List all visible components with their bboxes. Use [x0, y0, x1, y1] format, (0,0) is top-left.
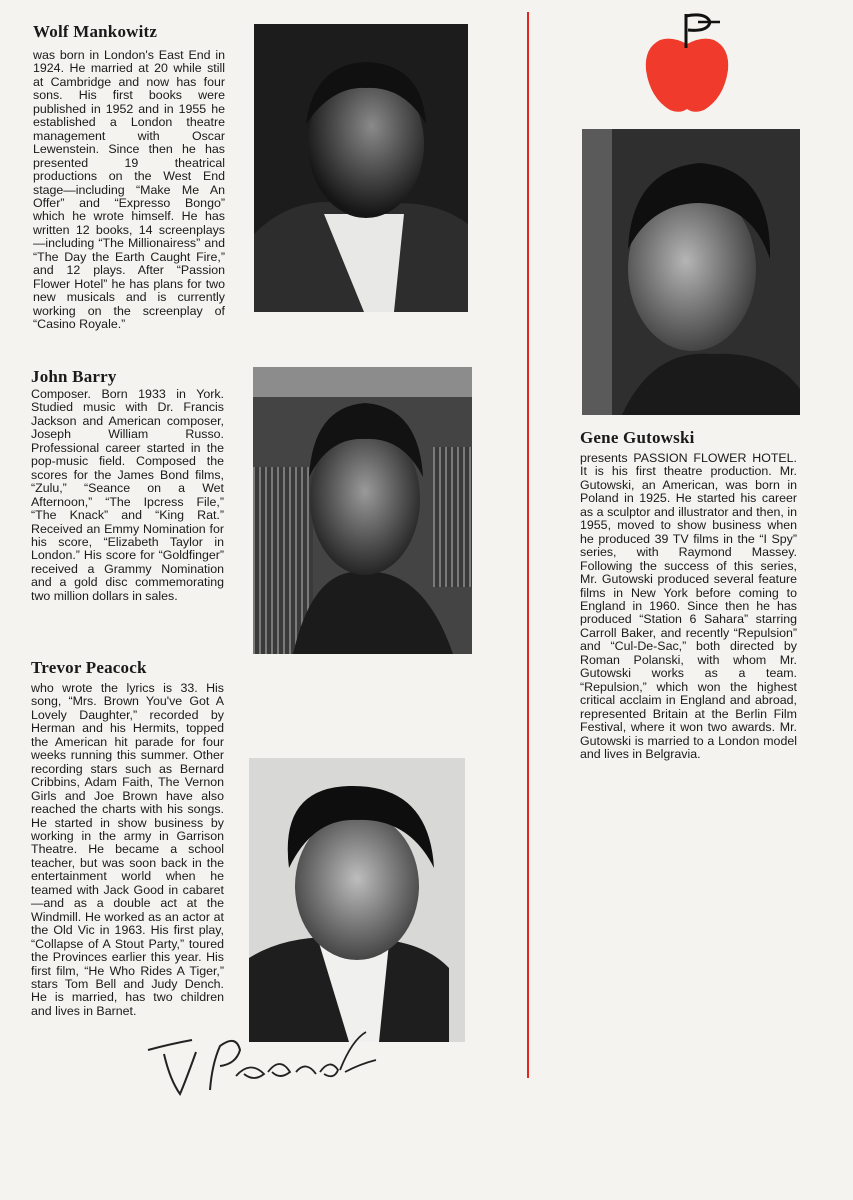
profile-bio-barry: Composer. Born 1933 in York. Studied music with Dr. Francis Jackson and American composer, Joseph William Russo. Professional career started in the pop-music field. Composed the scores for the James Bond films, “Zulu,” “Seance on a Wet Afternoon,” “The Ipcress File,” “The Knack” and “King Rat.” Received an Emmy Nomination for his score, “Elizabeth Taylor in London.” His score for “Goldfinger” received a Grammy Nomination and a gold disc commemorating two million dollars in sales.	[31, 387, 224, 603]
portrait-photo-mankowitz	[254, 24, 468, 312]
profile-bio-gutowski: presents PASSION FLOWER HOTEL. It is his first theatre production. Mr. Gutowski, an American, was born in Poland in 1925. He started his career as a sculptor and illustrator and then, in 1955, moved to show business when he produced 39 TV films in the “I Spy” series, with Raymond Massey. Following the success of this series, Mr. Gutowski produced several feature films in New York before coming to England in 1960. Since then he has produced “Station 6 Sahara” starring Carroll Baker, and recently “Repulsion” and “Cul-De-Sac,” both directed by Roman Polanski, with whom Mr. Gutowski works as a team. “Repulsion,” which won the highest critical acclaim in England and abroad, represented Britain at the Berlin Film Festival, where it won two awards. Mr. Gutowski is married to a London model and lives in Belgravia.	[580, 451, 797, 761]
portrait-photo-barry	[253, 367, 472, 654]
profile-bio-peacock: who wrote the lyrics is 33. His song, “Mrs. Brown You've Got A Lovely Daughter,” recorded by Herman and his Hermits, topped the American hit parade for four weeks running this summer. Other recording stars such as Bernard Cribbins, Adam Faith, The Vernon Girls and Joe Brown have also reached the charts with his songs. He started in show business by working in the army in Garrison Theatre. He became a school teacher, but was soon back in the entertainment world when he teamed with Jack Good in cabaret—and as a double act at the Windmill. He worked as an actor at the Old Vic in 1963. His first play, “Collapse of A Stout Party,” toured the Provinces earlier this year. His first film, “He Who Rides A Tiger,” stars Tom Bell and Judy Dench. He is married, has two children and lives in Barnet.	[31, 681, 224, 1018]
handwritten-signature	[140, 1020, 380, 1100]
profile-name-peacock: Trevor Peacock	[31, 658, 147, 677]
red-divider	[527, 12, 529, 1078]
profile-name-barry: John Barry	[31, 367, 117, 386]
profile-name-mankowitz: Wolf Mankowitz	[33, 22, 158, 41]
profile-bio-mankowitz: was born in London's East End in 1924. He married at 20 while still at Cambridge and now has four sons. His first books were published in 1952 and in 1955 he established a London theatre management with Oscar Lewenstein. Since then he has presented 19 theatrical productions on the West End stage—including “Make Me An Offer” and “Expresso Bongo” which he wrote himself. He has written 12 books, 14 screenplays—including “The Millionairess” and “The Day the Earth Caught Fire,” and 12 plays. After “Passion Flower Hotel” he has plans for two new musicals and is currently working on the screenplay of “Casino Royale.”	[33, 48, 225, 332]
apple-p-icon	[642, 10, 732, 114]
portrait-photo-gutowski	[582, 129, 800, 415]
portrait-photo-peacock	[249, 758, 465, 1042]
profile-name-gutowski: Gene Gutowski	[580, 428, 695, 447]
